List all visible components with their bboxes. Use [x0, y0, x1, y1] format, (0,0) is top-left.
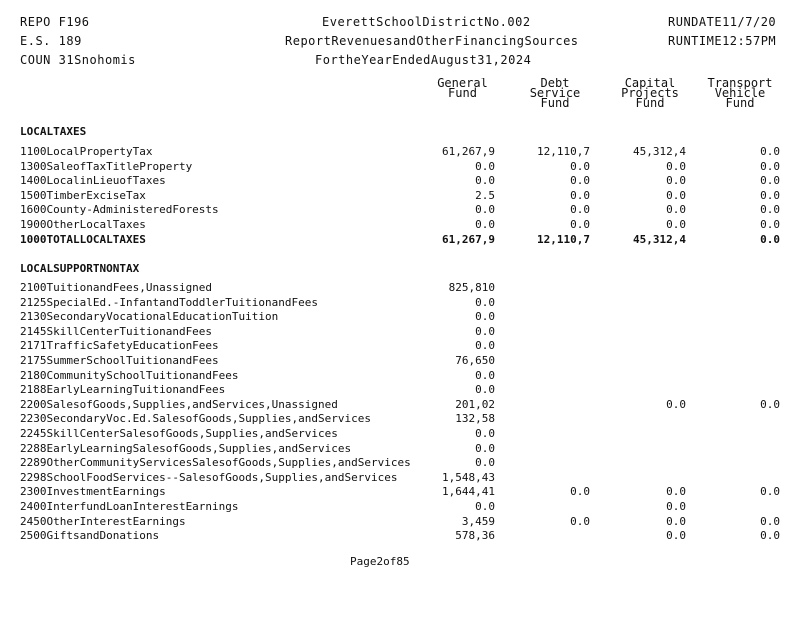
- county: COUN 31Snohomis: [20, 54, 136, 67]
- section-title: LOCALSUPPORTNONTAX: [20, 262, 140, 275]
- row-value: 0.0: [666, 398, 686, 411]
- column-heading-transport-vehicle-fund: Transport Vehicle Fund: [707, 78, 773, 108]
- report-period: FortheYearEndedAugust31,2024: [315, 54, 532, 67]
- row-value: 61,267,9: [442, 145, 495, 158]
- row-value: 0.0: [666, 500, 686, 513]
- row-value: 132,58: [455, 412, 495, 425]
- section-title: LOCALTAXES: [20, 125, 87, 138]
- row-label: 2175SummerSchoolTuitionandFees: [20, 354, 219, 367]
- row-value: 2.5: [475, 189, 495, 202]
- row-value: 0.0: [475, 383, 495, 396]
- row-value: 0.0: [475, 500, 495, 513]
- row-value: 0.0: [666, 515, 686, 528]
- row-label: 2500GiftsandDonations: [20, 529, 160, 542]
- row-label: 2188EarlyLearningTuitionandFees: [20, 383, 226, 396]
- row-value: 0.0: [666, 529, 686, 542]
- row-value: 0.0: [475, 442, 495, 455]
- row-value: 0.0: [475, 456, 495, 469]
- row-value: 0.0: [760, 203, 780, 216]
- row-label: 1600County-AdministeredForests: [20, 203, 219, 216]
- row-label: 1100LocalPropertyTax: [20, 145, 153, 158]
- row-value: 578,36: [455, 529, 495, 542]
- row-label: 1500TimberExciseTax: [20, 189, 146, 202]
- row-label: 2298SchoolFoodServices--SalesofGoods,Supplies,andServices: [20, 471, 398, 484]
- row-label: 2130SecondaryVocationalEducationTuition: [20, 310, 279, 323]
- column-heading-capital-projects-fund: Capital Projects Fund: [621, 78, 679, 108]
- row-value: 0.0: [666, 160, 686, 173]
- row-value: 61,267,9: [442, 233, 495, 246]
- row-value: 825,810: [448, 281, 495, 294]
- row-value: 0.0: [570, 160, 590, 173]
- row-label: 2125SpecialEd.-InfantandToddlerTuitionandFees: [20, 296, 319, 309]
- row-value: 45,312,4: [633, 233, 686, 246]
- row-label: 2450OtherInterestEarnings: [20, 515, 186, 528]
- row-value: 0.0: [475, 339, 495, 352]
- row-value: 0.0: [760, 218, 780, 231]
- row-label: 2288EarlyLearningSalesofGoods,Supplies,andServices: [20, 442, 352, 455]
- page-number: Page2of85: [350, 555, 410, 568]
- row-label: 1900OtherLocalTaxes: [20, 218, 146, 231]
- row-value: 201,02: [455, 398, 495, 411]
- row-value: 0.0: [475, 369, 495, 382]
- row-label: 2245SkillCenterSalesofGoods,Supplies,andServices: [20, 427, 338, 440]
- row-value: 1,644,41: [442, 485, 495, 498]
- column-heading-general-fund: General Fund: [437, 78, 488, 98]
- row-label: 2289OtherCommunityServicesSalesofGoods,Supplies,andServices: [20, 456, 411, 469]
- district-name: EverettSchoolDistrictNo.002: [322, 16, 531, 29]
- row-value: 0.0: [475, 296, 495, 309]
- column-heading-debt-service-fund: Debt Service Fund: [529, 78, 581, 108]
- row-value: 0.0: [760, 160, 780, 173]
- es-number: E.S. 189: [20, 35, 82, 48]
- row-value: 0.0: [570, 203, 590, 216]
- run-time: RUNTIME12:57PM: [668, 35, 777, 48]
- row-value: 0.0: [666, 203, 686, 216]
- row-value: 0.0: [760, 189, 780, 202]
- row-value: 0.0: [760, 515, 780, 528]
- row-value: 0.0: [475, 325, 495, 338]
- row-value: 0.0: [760, 233, 780, 246]
- row-value: 0.0: [475, 427, 495, 440]
- row-value: 1,548,43: [442, 471, 495, 484]
- row-value: 0.0: [666, 174, 686, 187]
- row-value: 0.0: [760, 485, 780, 498]
- row-value: 0.0: [666, 485, 686, 498]
- row-label: 2171TrafficSafetyEducationFees: [20, 339, 219, 352]
- row-value: 12,110,7: [537, 233, 590, 246]
- row-value: 0.0: [570, 189, 590, 202]
- row-value: 0.0: [666, 189, 686, 202]
- row-label: 2145SkillCenterTuitionandFees: [20, 325, 213, 338]
- row-value: 0.0: [666, 218, 686, 231]
- row-label: 2180CommunitySchoolTuitionandFees: [20, 369, 239, 382]
- row-value: 0.0: [570, 515, 590, 528]
- row-value: 0.0: [760, 529, 780, 542]
- row-value: 0.0: [570, 218, 590, 231]
- row-label: 1300SaleofTaxTitleProperty: [20, 160, 193, 173]
- report-id: REPO F196: [20, 16, 90, 29]
- run-date: RUNDATE11/7/20: [668, 16, 777, 29]
- row-label: 2200SalesofGoods,Supplies,andServices,Unassigned: [20, 398, 338, 411]
- row-value: 0.0: [760, 398, 780, 411]
- row-label: 1400LocalinLieuofTaxes: [20, 174, 166, 187]
- row-label: 2300InvestmentEarnings: [20, 485, 166, 498]
- row-value: 12,110,7: [537, 145, 590, 158]
- row-label: 2400InterfundLoanInterestEarnings: [20, 500, 239, 513]
- row-label: 2230SecondaryVoc.Ed.SalesofGoods,Supplies,andServices: [20, 412, 371, 425]
- row-value: 0.0: [475, 218, 495, 231]
- row-value: 0.0: [475, 310, 495, 323]
- row-value: 0.0: [475, 160, 495, 173]
- total-row-label: 1000TOTALLOCALTAXES: [20, 233, 146, 246]
- row-value: 3,459: [461, 515, 495, 528]
- row-value: 0.0: [570, 174, 590, 187]
- row-label: 2100TuitionandFees,Unassigned: [20, 281, 213, 294]
- row-value: 0.0: [570, 485, 590, 498]
- row-value: 0.0: [760, 145, 780, 158]
- report-title: ReportRevenuesandOtherFinancingSources: [285, 35, 579, 48]
- row-value: 0.0: [760, 174, 780, 187]
- row-value: 0.0: [475, 203, 495, 216]
- row-value: 0.0: [475, 174, 495, 187]
- row-value: 45,312,4: [633, 145, 686, 158]
- row-value: 76,650: [455, 354, 495, 367]
